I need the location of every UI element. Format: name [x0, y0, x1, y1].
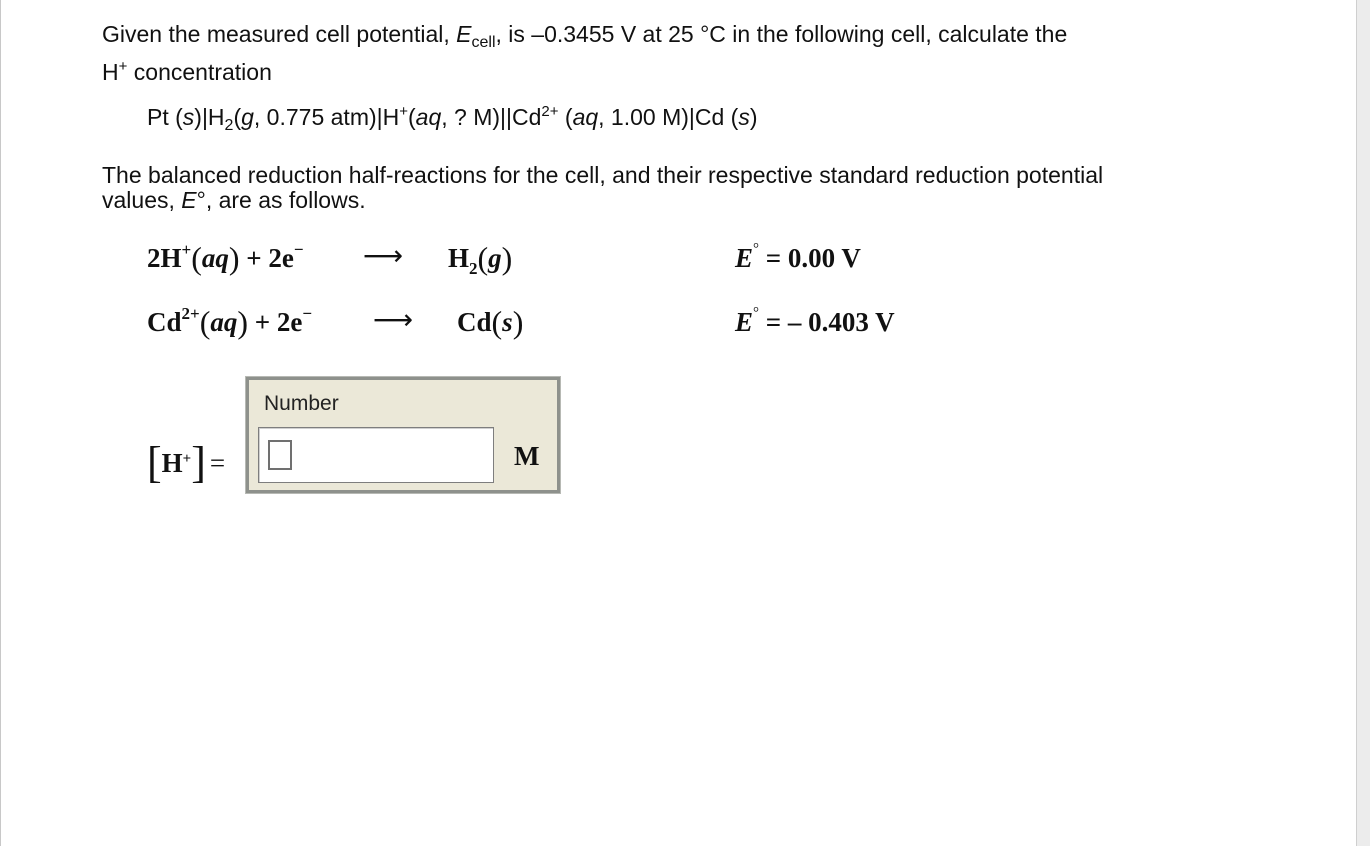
subscript: 2	[469, 259, 478, 278]
electrons: + 2e	[239, 243, 294, 273]
e-standard-symbol: E	[735, 307, 754, 337]
product-species: Cd	[457, 307, 492, 337]
degree-symbol: °	[196, 187, 206, 213]
reaction-2-reactants: $Cd^{2+}(aq) + 2e^-$	[147, 304, 313, 340]
question-text: concentration	[127, 59, 272, 85]
subscript: 2	[224, 117, 234, 134]
cell-notation-text: (	[558, 104, 573, 130]
state-symbol: aq	[210, 307, 238, 337]
cell-notation-text: Pt (	[147, 104, 183, 130]
charge: 2+	[541, 103, 559, 120]
vertical-scrollbar[interactable]	[1356, 0, 1370, 846]
question-line-2	[102, 59, 272, 86]
question-text: Given the measured cell potential,	[102, 21, 457, 47]
state-symbol: aq	[201, 243, 229, 273]
cell-notation-text: )|H	[194, 104, 225, 130]
number-input[interactable]	[258, 427, 494, 483]
reaction-1-products: $H_2(g)$	[448, 240, 513, 278]
cell-notation-text: , 1.00 M)|Cd (	[598, 104, 739, 130]
h-ion: H	[161, 448, 183, 478]
number-label: Number	[264, 392, 339, 415]
product-species: H	[448, 243, 470, 273]
answer-lhs	[147, 432, 226, 487]
question-line-1	[102, 21, 1067, 56]
state-symbol: aq	[415, 104, 442, 130]
charge: 2+	[181, 304, 200, 323]
bracket-close: ]	[191, 438, 206, 487]
cell-notation-text: , 0.775 atm)|H	[253, 104, 400, 130]
electron-charge: −	[302, 304, 313, 323]
state-symbol: s	[738, 104, 750, 130]
h-ion-charge: +	[182, 451, 192, 467]
unit-label: M	[514, 441, 540, 471]
h-ion: H	[102, 59, 119, 85]
reaction-arrow-icon: ⟶	[363, 239, 404, 272]
state-symbol: s	[182, 104, 195, 130]
answer-panel	[246, 377, 560, 493]
electrons: + 2e	[248, 307, 303, 337]
state-symbol: aq	[572, 104, 599, 130]
e-standard-symbol: E	[181, 187, 197, 213]
potential-value: = – 0.403 V	[759, 307, 895, 337]
charge: +	[399, 103, 408, 120]
reactant-species: 2H	[147, 243, 182, 273]
reaction-arrow-icon: ⟶	[373, 303, 414, 336]
question-text: , is –0.3455 V at 25 °C in the following cell, calculate the	[495, 21, 1068, 47]
degree-symbol: °	[753, 241, 760, 257]
ecell-subscript: cell	[471, 34, 496, 51]
bracket-open: [	[147, 438, 162, 487]
intro-text: , are as follows.	[205, 187, 366, 213]
reaction-2-products: Cd(s)	[457, 304, 524, 340]
state-symbol: g	[241, 104, 254, 130]
potential-value: = 0.00 V	[759, 243, 861, 273]
reaction-1-potential	[735, 241, 861, 274]
reaction-2-potential	[735, 305, 895, 338]
input-cursor-box	[268, 440, 292, 470]
state-symbol: g	[488, 243, 502, 273]
electron-charge: −	[293, 240, 304, 259]
e-standard-symbol: E	[735, 243, 754, 273]
cell-notation-text: )	[749, 104, 758, 130]
intro-line-2	[102, 188, 366, 213]
intro-line-1: The balanced reduction half-reactions for the cell, and their respective standard reduction potential	[102, 162, 1104, 188]
cell-notation-text: (	[233, 104, 242, 130]
cell-notation	[147, 104, 758, 139]
charge: +	[181, 240, 192, 259]
equals-sign: =	[209, 448, 226, 478]
intro-text: values,	[102, 187, 182, 213]
cell-notation-text: (	[407, 104, 416, 130]
cell-notation-text: , ? M)||Cd	[441, 104, 542, 130]
state-symbol: s	[502, 307, 513, 337]
ecell-symbol: E	[456, 21, 472, 47]
reaction-1-reactants: 2H+(aq) + 2e−	[147, 240, 304, 276]
reactant-species: Cd	[147, 307, 182, 337]
degree-symbol: °	[753, 305, 760, 321]
h-ion-charge: +	[118, 58, 128, 75]
